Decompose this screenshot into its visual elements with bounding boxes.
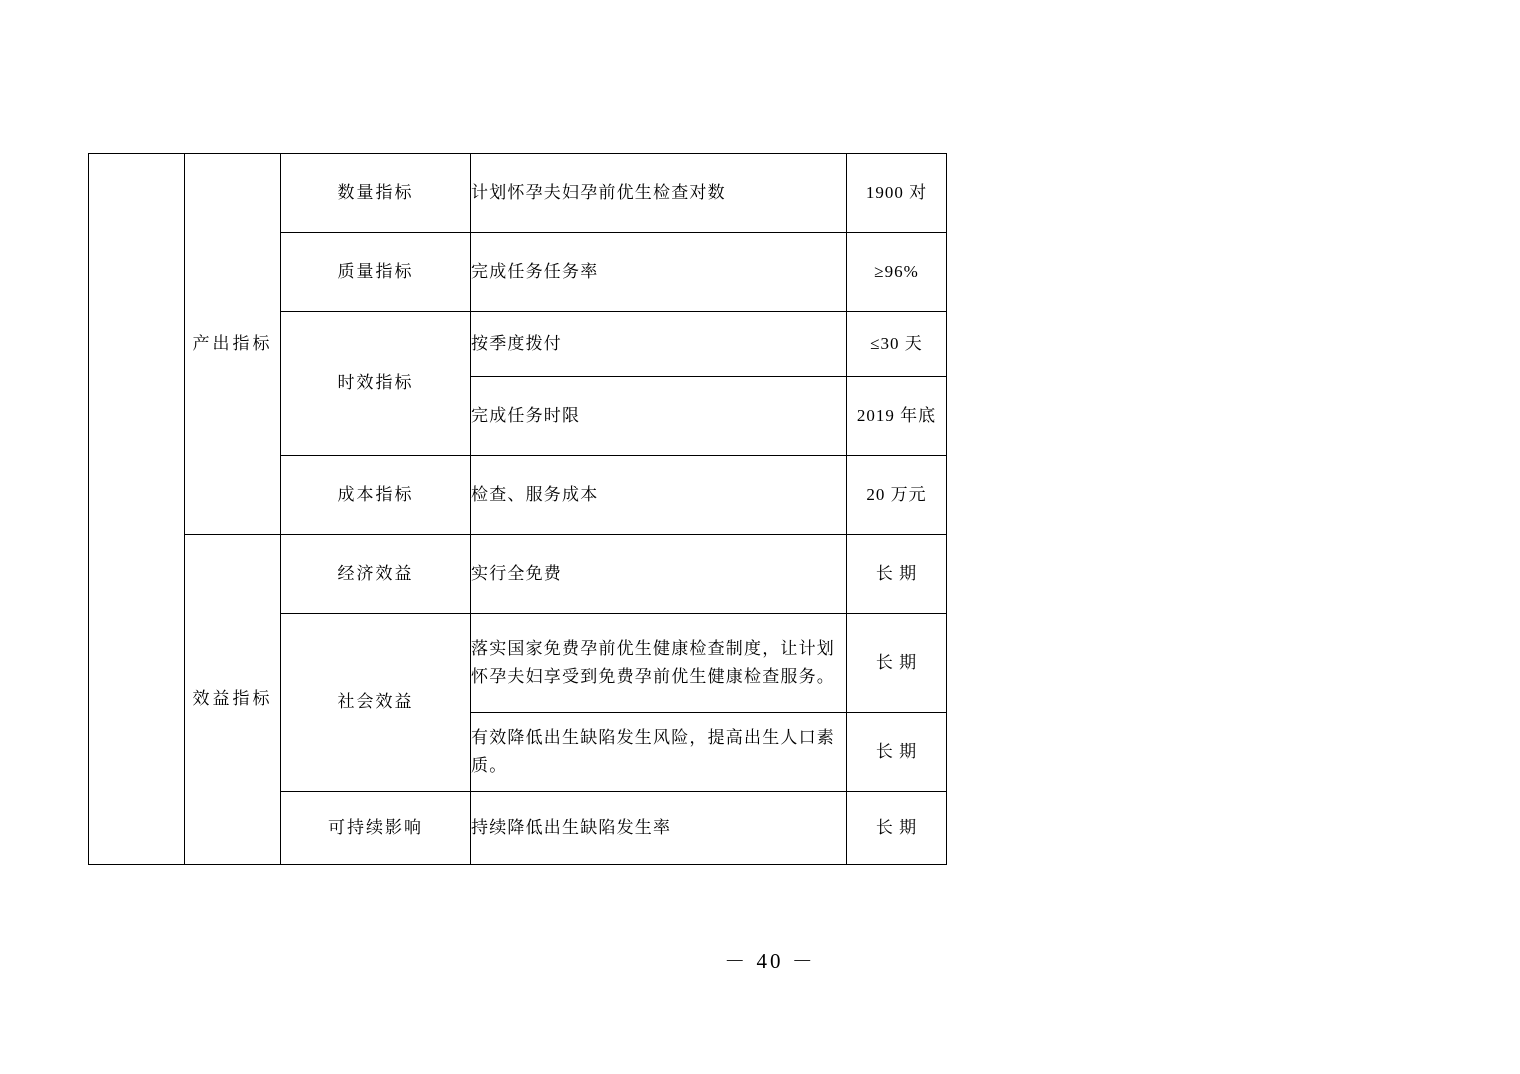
table-row	[89, 535, 947, 614]
indicator-value-timeliness-1: ≤30 天	[847, 312, 947, 377]
indicator-content-sustainable: 持续降低出生缺陷发生率	[471, 792, 847, 865]
indicator-content-quantity: 计划怀孕夫妇孕前优生检查对数	[471, 154, 847, 233]
indicator-value-social-1: 长 期	[847, 614, 947, 713]
table-row	[89, 154, 947, 233]
indicator-name-social: 社会效益	[281, 614, 471, 792]
indicator-name-timeliness: 时效指标	[281, 312, 471, 456]
indicator-value-social-2: 长 期	[847, 713, 947, 792]
page-number	[0, 945, 1520, 975]
indicator-content-quality: 完成任务任务率	[471, 233, 847, 312]
indicator-content-social-2: 有效降低出生缺陷发生风险，提高出生人口素质。	[471, 713, 847, 792]
indicator-name-economic: 经济效益	[281, 535, 471, 614]
group-label-benefit: 效益指标	[185, 535, 281, 865]
indicator-value-economic: 长 期	[847, 535, 947, 614]
indicator-content-timeliness-1: 按季度拨付	[471, 312, 847, 377]
indicator-content-timeliness-2: 完成任务时限	[471, 377, 847, 456]
indicator-content-cost: 检查、服务成本	[471, 456, 847, 535]
indicator-name-sustainable: 可持续影响	[281, 792, 471, 865]
indicator-value-sustainable: 长 期	[847, 792, 947, 865]
performance-indicator-table	[88, 153, 947, 865]
indicator-name-cost: 成本指标	[281, 456, 471, 535]
indicator-value-quantity: 1900 对	[847, 154, 947, 233]
indicator-content-economic: 实行全免费	[471, 535, 847, 614]
group-label-output: 产出指标	[185, 154, 281, 535]
page-number-text: － 40 －	[724, 949, 816, 973]
indicator-value-timeliness-2: 2019 年底	[847, 377, 947, 456]
table-cell-outer-blank	[89, 154, 185, 865]
indicator-name-quality: 质量指标	[281, 233, 471, 312]
indicator-value-cost: 20 万元	[847, 456, 947, 535]
indicator-content-social-1: 落实国家免费孕前优生健康检查制度，让计划怀孕夫妇享受到免费孕前优生健康检查服务。	[471, 614, 847, 713]
indicator-value-quality: ≥96%	[847, 233, 947, 312]
indicator-name-quantity: 数量指标	[281, 154, 471, 233]
